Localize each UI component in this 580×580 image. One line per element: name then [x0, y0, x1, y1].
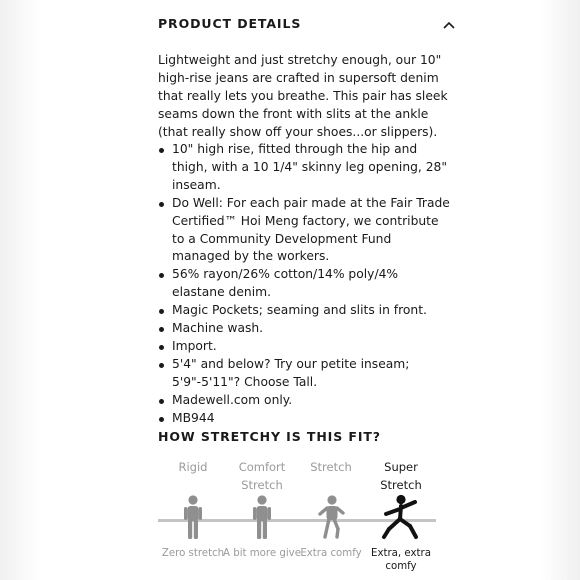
level-name: Super Stretch [380, 460, 422, 492]
bullet-item: 10" high rise, fitted through the hip and thigh, with a 10 1/4" skinny leg opening, 28" inseam. [158, 141, 450, 195]
stretch-level-rigid[interactable] [153, 458, 233, 580]
section-title: PRODUCT DETAILS [158, 16, 302, 31]
bullet-item: Madewell.com only. [158, 392, 450, 410]
level-caption: Extra, extra comfy [371, 548, 431, 572]
stretch-section-title: HOW STRETCHY IS THIS FIT? [158, 429, 381, 444]
bullet-item: Import. [158, 338, 450, 356]
level-name: Rigid [178, 460, 208, 474]
product-details-panel [158, 0, 458, 580]
bullet-item: MB944 [158, 410, 450, 428]
lunging-person-icon [381, 494, 421, 540]
product-details-header[interactable] [158, 14, 456, 36]
chevron-up-icon[interactable] [442, 18, 456, 32]
bullet-item: Machine wash. [158, 320, 450, 338]
stretch-level-comfort[interactable] [222, 458, 302, 580]
bullet-item: 5'4" and below? Try our petite inseam; 5'9"-5'11"? Choose Tall. [158, 356, 450, 392]
level-caption: A bit more give [223, 548, 301, 559]
product-bullet-list [158, 141, 450, 428]
standing-person-icon [173, 494, 213, 540]
left-shade [0, 0, 40, 580]
level-caption: Zero stretch [161, 548, 225, 559]
stretch-level-super-stretch[interactable] [361, 458, 441, 580]
bullet-item: Magic Pockets; seaming and slits in front. [158, 302, 450, 320]
level-name: Stretch [310, 460, 352, 474]
right-shade [540, 0, 580, 580]
level-name: Comfort Stretch [238, 460, 286, 492]
bullet-item: 56% rayon/26% cotton/14% poly/4% elastane denim. [158, 266, 450, 302]
bending-person-icon [311, 494, 351, 540]
product-description: Lightweight and just stretchy enough, our 10" high-rise jeans are crafted in supersoft denim that really lets you breathe. This pair has sleek seams down the front with slits at the ankle (that really show off your shoes...or slippers). [158, 53, 448, 139]
bullet-item: Do Well: For each pair made at the Fair Trade Certified™ Hoi Meng factory, we contribute to a Community Development Fund managed by the workers. [158, 195, 450, 267]
level-caption: Extra comfy [300, 548, 362, 559]
standing-person-icon [242, 494, 282, 540]
stretch-scale [158, 458, 438, 580]
